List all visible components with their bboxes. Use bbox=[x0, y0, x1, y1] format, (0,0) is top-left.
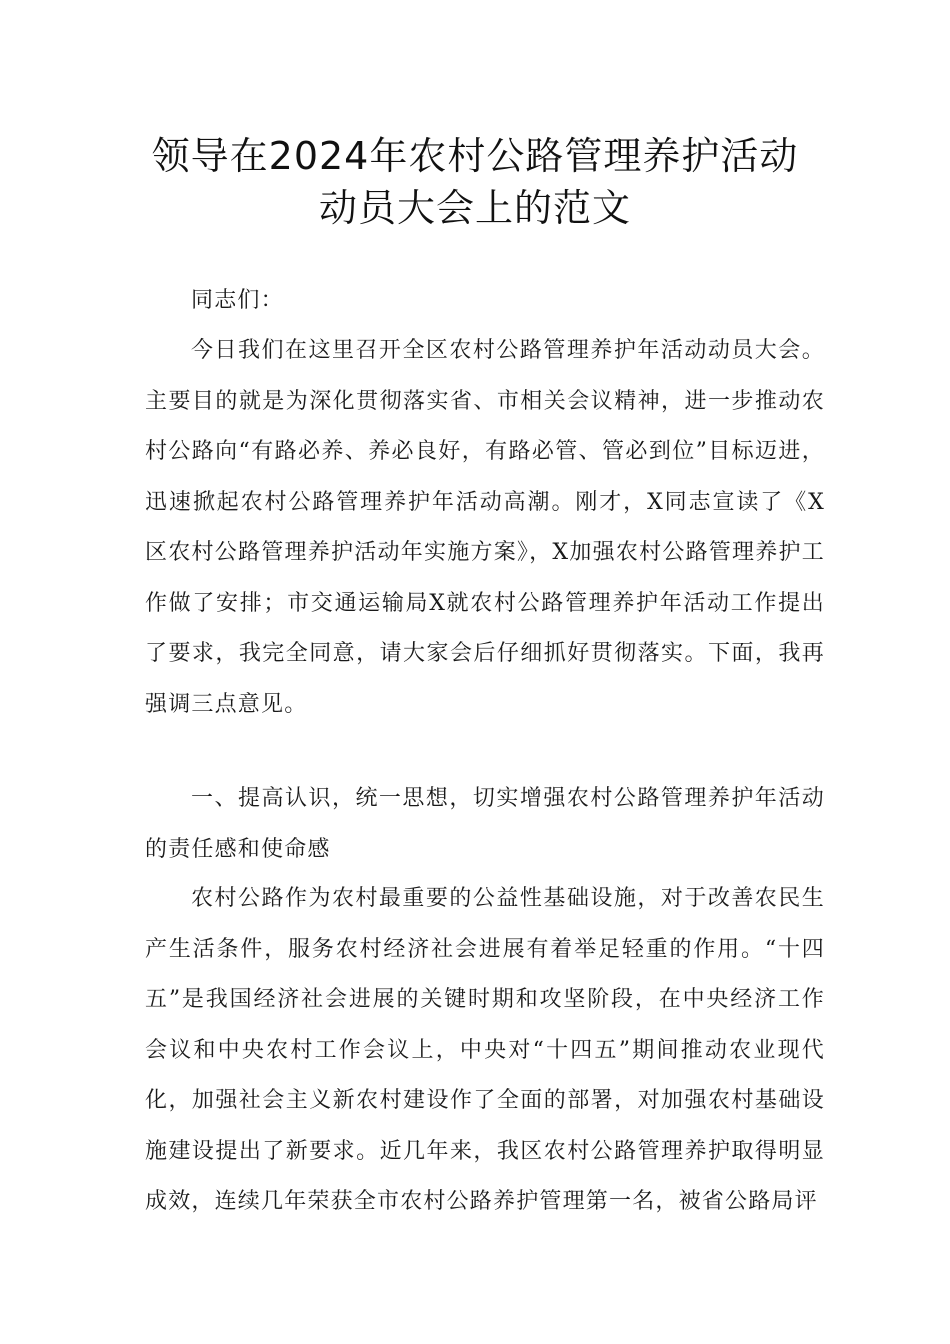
document-title-line2: 动员大会上的范文 bbox=[318, 186, 631, 230]
paragraph-intro: 今日我们在这里召开全区农村公路管理养护年活动动员大会。主要目的就是为深化贯彻落实省、市相关会议精神，进一步推动农村公路向“有路必养、养必良好，有路必管、管必到位”目标迈进，迅速掀起农村公路管理养护年活动高潮。刚才，X同志宣读了《X区农村公路管理养护活动年实施方案》，X加强农村公路管理养护工作做了安排；市交通运输局X就农村公路管理养护年活动工作提出了要求，我完全同意，请大家会后仔细抓好贯彻落实。下面，我再强调三点意见。 bbox=[145, 338, 825, 717]
document-title-line1: 领导在2024年农村公路管理养护活动 bbox=[151, 134, 799, 178]
salutation: 同志们： bbox=[191, 288, 284, 313]
paragraph-section-1: 农村公路作为农村最重要的公益性基础设施，对于改善农民生产生活条件，服务农村经济社会进展有着举足轻重的作用。“十四五”是我国经济社会进展的关键时期和攻坚阶段，在中央经济工作会议和中央农村工作会议上，中央对“十四五”期间推动农业现代化，加强社会主义新农村建设作了全面的部署，对加强农村基础设施建设提出了新要求。近几年来，我区农村公路管理养护取得明显成效，连续几年荣获全市农村公路养护管理第一名，被省公路局评 bbox=[145, 886, 825, 1214]
section-heading-1: 一、提高认识，统一思想，切实增强农村公路管理养护年活动的责任感和使命感 bbox=[145, 786, 825, 862]
